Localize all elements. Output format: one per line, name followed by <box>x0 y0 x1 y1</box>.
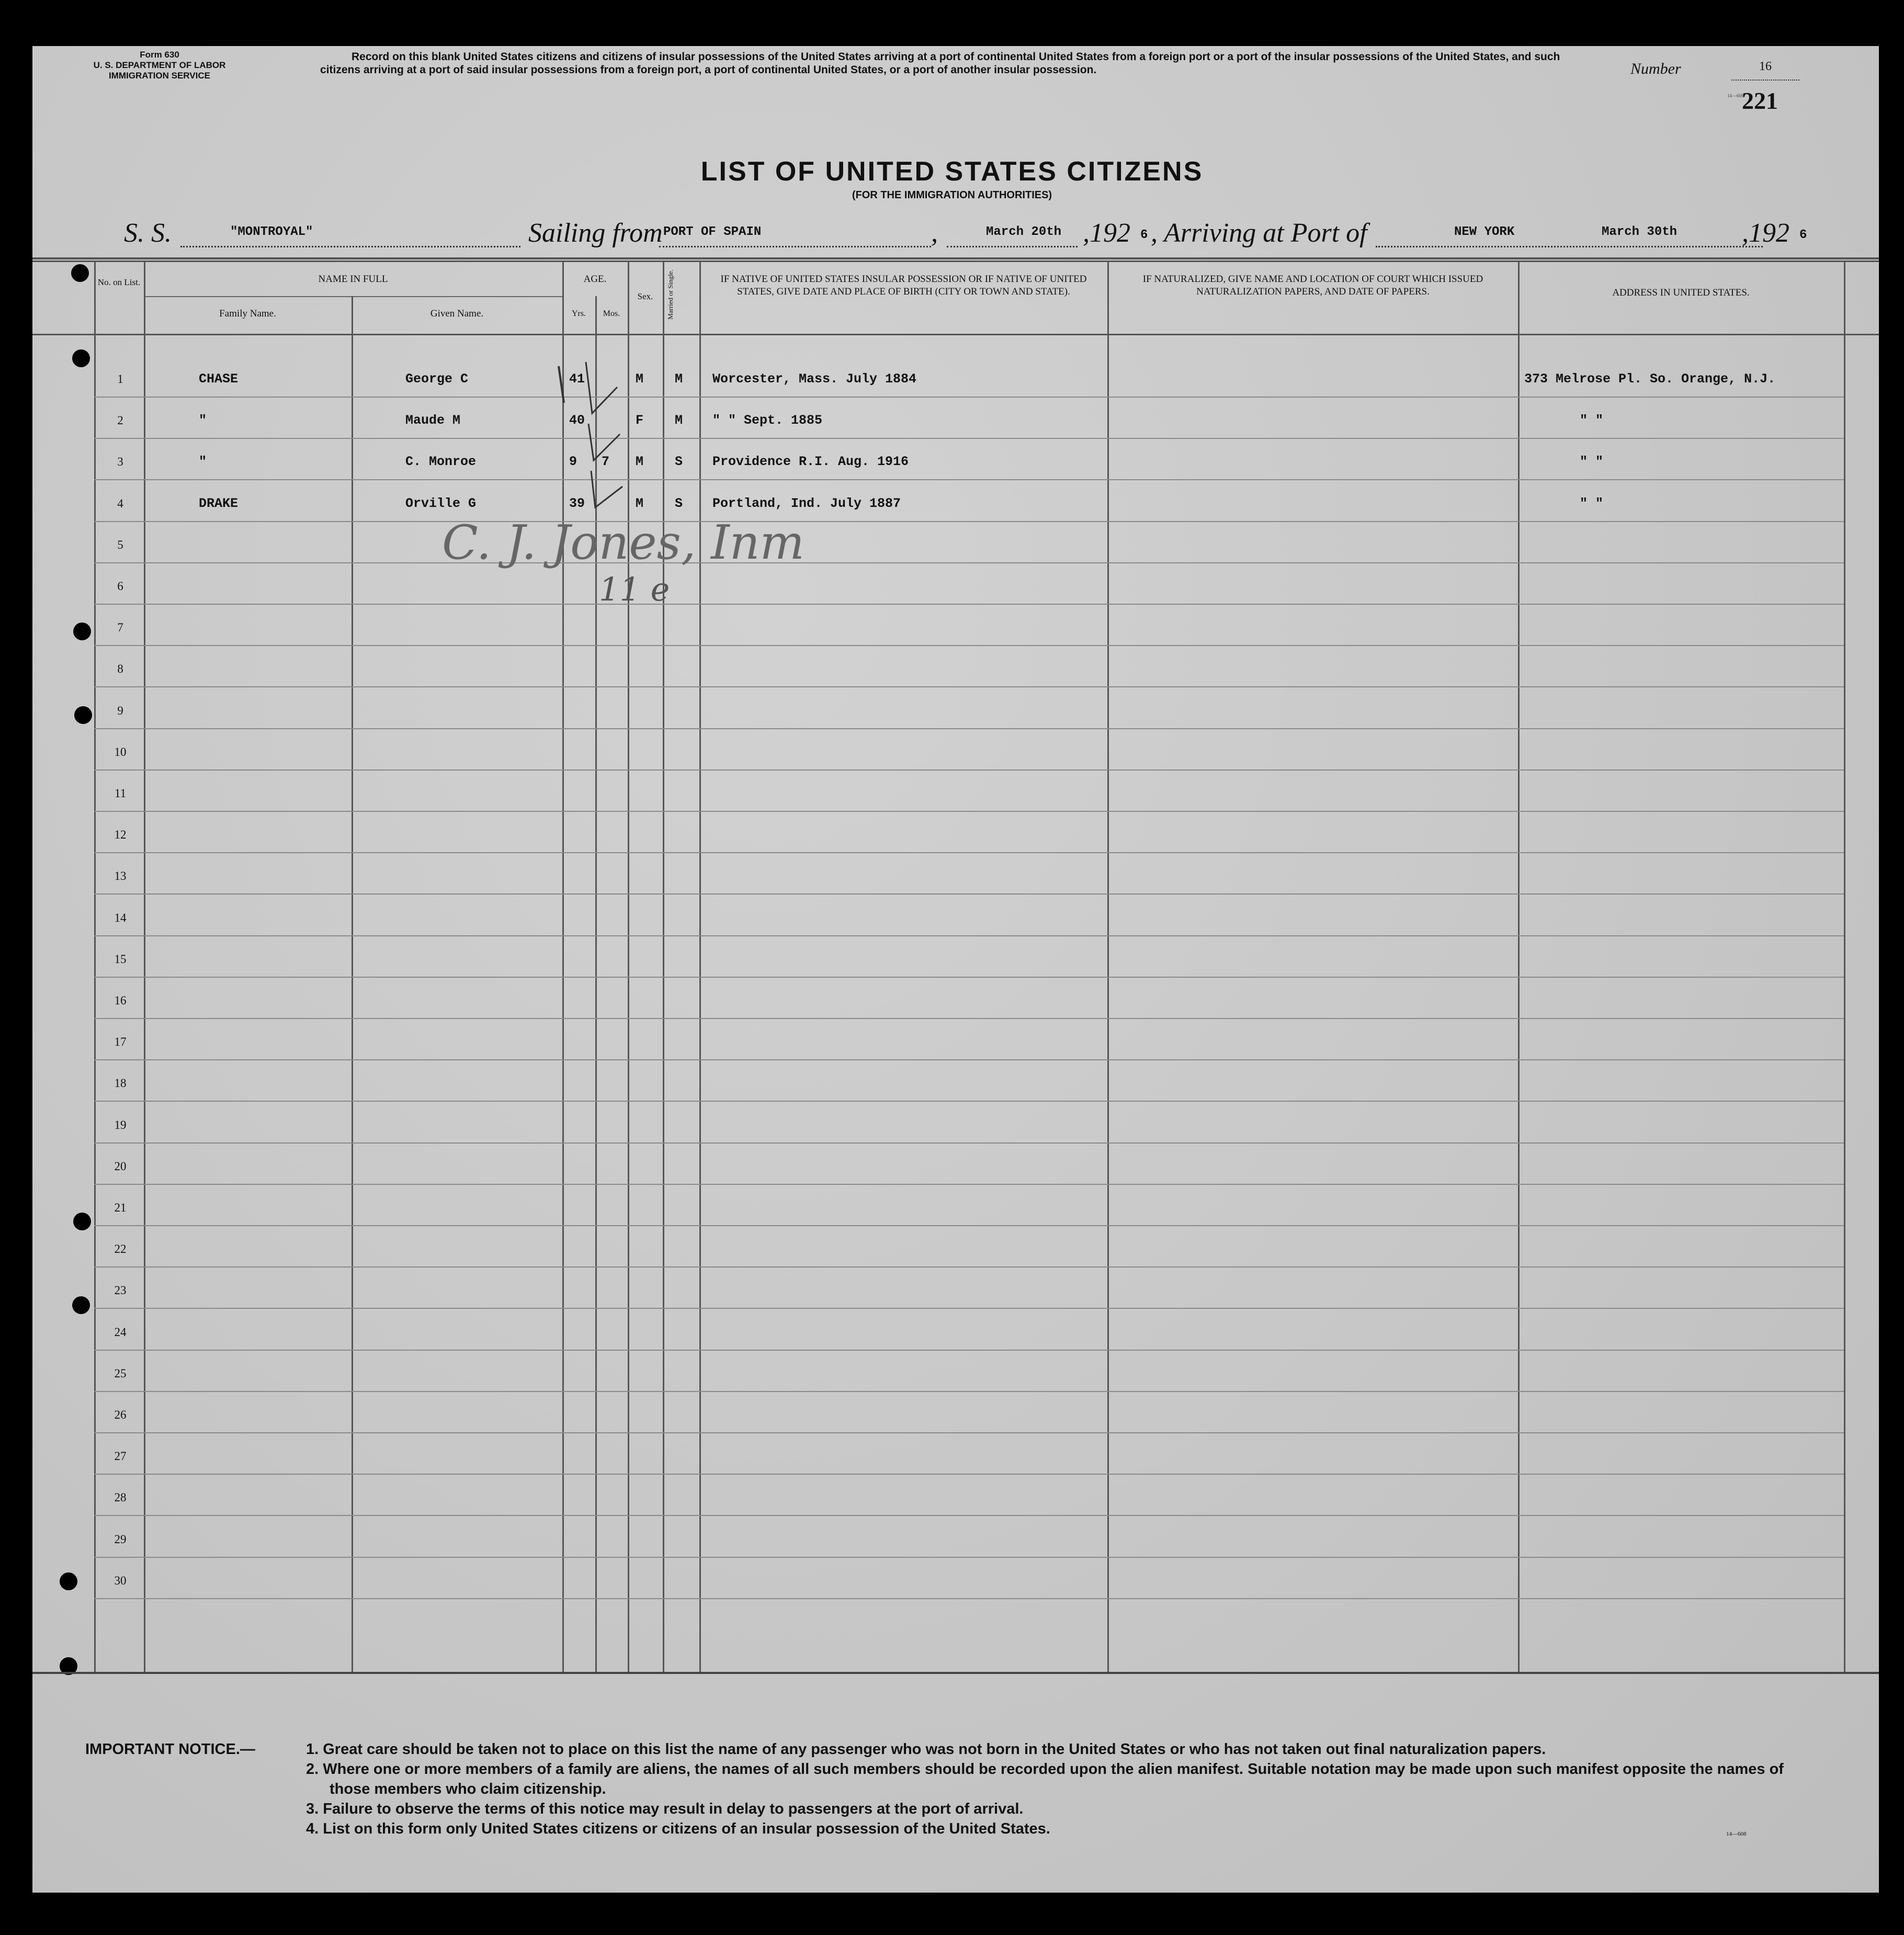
ruled-line <box>94 686 1844 687</box>
row-number: 14 <box>114 911 127 924</box>
ruled-line <box>94 1350 1844 1351</box>
form-identifier <box>73 50 246 81</box>
row-number: 22 <box>114 1242 127 1255</box>
header-no: No. on List. <box>97 277 141 287</box>
ruled-line <box>94 438 1844 439</box>
punch-hole <box>73 1213 91 1230</box>
manifest-page <box>32 46 1879 1893</box>
arriving-label: Arriving at Port of <box>1164 218 1367 248</box>
page-subtitle: (FOR THE IMMIGRATION AUTHORITIES) <box>852 189 1052 201</box>
punch-hole <box>74 706 92 724</box>
ruled-line <box>94 521 1844 522</box>
header-sex: Sex. <box>637 291 653 301</box>
family-name: " <box>199 454 207 469</box>
age-months: 7 <box>602 454 610 469</box>
ruled-line <box>94 645 1844 646</box>
marital-status: M <box>675 371 683 387</box>
given-name: Maude M <box>405 413 461 428</box>
ruled-line <box>94 1598 1844 1599</box>
birth-place-date: " " Sept. 1885 <box>712 413 823 428</box>
address: " " <box>1580 496 1604 511</box>
row-number: 8 <box>117 662 123 675</box>
header-age: AGE. <box>583 274 607 285</box>
sail-year-prefix: 192 <box>1090 218 1130 248</box>
notice-code: 14—608 <box>1726 1831 1747 1837</box>
ruled-line <box>94 893 1844 895</box>
top-code: 14—608 <box>1727 93 1744 98</box>
ruled-line <box>94 1391 1844 1392</box>
number-value: 16 <box>1731 53 1799 81</box>
row-number: 15 <box>114 953 127 966</box>
instructions: Record on this blank United States citizens and citizens of insular possessions of the United States arriving at a port of continental United States from a foreign port or a port of the insular possessions of the United States, and such citizens arriving at a port of said insular possessions from a foreign port, a port of continental United States, or a port of another insular possession. <box>320 51 1560 76</box>
ruled-line <box>94 935 1844 936</box>
row-number: 25 <box>114 1367 127 1380</box>
age-years: 39 <box>569 496 585 511</box>
ruled-line <box>94 1059 1844 1060</box>
sex: M <box>636 454 644 469</box>
sex: M <box>636 371 644 387</box>
given-name: Orville G <box>405 496 477 511</box>
row-number: 24 <box>114 1326 127 1339</box>
birth-place-date: Portland, Ind. July 1887 <box>712 496 901 511</box>
punch-hole <box>72 349 90 367</box>
page-title: LIST OF UNITED STATES CITIZENS <box>700 156 1204 187</box>
ruled-line <box>94 1557 1844 1558</box>
birth-place-date: Worcester, Mass. July 1884 <box>712 371 917 387</box>
ruled-line <box>94 479 1844 480</box>
header-birth: IF NATIVE OF UNITED STATES INSULAR POSSESSION OR IF NATIVE OF UNITED STATES, GIVE DATE AND PLACE OF BIRTH (CITY OR TOWN AND STATE). <box>720 274 1087 297</box>
row-number: 23 <box>114 1284 127 1297</box>
ruled-line <box>94 1142 1844 1144</box>
address: 373 Melrose Pl. So. Orange, N.J. <box>1524 371 1776 387</box>
row-number: 27 <box>114 1450 127 1463</box>
notice-item: 1. Great care should be taken not to place on this list the name of any passenger who was not born in the United States or who has not taken out final naturalization papers. <box>306 1741 1546 1758</box>
age-years: 9 <box>569 454 577 469</box>
header-given: Given Name. <box>430 308 484 319</box>
service: IMMIGRATION SERVICE <box>109 71 210 81</box>
notice-list <box>306 1739 1797 1839</box>
header-yrs: Yrs. <box>571 309 586 318</box>
punch-hole <box>60 1572 77 1590</box>
inspector-signature: C. J. Jones, Inm <box>442 515 804 570</box>
sailing-label: Sailing from <box>528 218 663 248</box>
ruled-line <box>94 1515 1844 1516</box>
ruled-line <box>94 1432 1844 1433</box>
row-number: 18 <box>114 1077 127 1090</box>
row-number: 1 <box>117 372 123 386</box>
department: U. S. DEPARTMENT OF LABOR <box>93 60 226 70</box>
row-number: 28 <box>114 1491 127 1504</box>
row-number: 20 <box>114 1160 127 1173</box>
sex: F <box>636 413 644 428</box>
punch-hole <box>71 264 89 282</box>
arrive-year-digit: 6 <box>1799 228 1807 242</box>
family-name: " <box>199 413 207 428</box>
row-number: 3 <box>117 455 123 468</box>
row-number: 9 <box>117 704 123 717</box>
row-number: 6 <box>117 580 123 593</box>
row-number: 2 <box>117 414 123 427</box>
ruled-line <box>94 562 1844 563</box>
address: " " <box>1580 413 1604 428</box>
sex: M <box>636 496 644 511</box>
punch-hole <box>73 623 91 640</box>
ruled-line <box>94 811 1844 812</box>
signature-note: 11 e <box>599 570 670 608</box>
address: " " <box>1580 454 1604 469</box>
ruled-line <box>94 604 1844 605</box>
row-number: 30 <box>114 1574 127 1587</box>
header-family: Family Name. <box>219 308 276 319</box>
sailing-from: PORT OF SPAIN <box>663 225 762 239</box>
row-number: 7 <box>117 621 123 634</box>
row-number: 12 <box>114 828 127 841</box>
ruled-line <box>94 728 1844 729</box>
page-stamp: 221 <box>1742 87 1778 114</box>
header-married-single: Married or Single. <box>666 269 674 320</box>
birth-place-date: Providence R.I. Aug. 1916 <box>712 454 909 469</box>
row-number: 5 <box>117 538 123 551</box>
check-marks <box>549 356 633 518</box>
notice-item: 4. List on this form only United States citizens or citizens of an insular possession of the United States. <box>306 1820 1050 1837</box>
ruled-line <box>94 770 1844 771</box>
ship-name: "MONTROYAL" <box>230 225 313 239</box>
row-number: 26 <box>114 1408 127 1421</box>
marital-status: S <box>675 454 683 469</box>
row-number: 29 <box>114 1533 127 1546</box>
header-mos: Mos. <box>603 309 620 318</box>
ss-label: S. S. <box>124 218 172 248</box>
ruled-line <box>94 977 1844 978</box>
header-naturalized: IF NATURALIZED, GIVE NAME AND LOCATION OF COURT WHICH ISSUED NATURALIZATION PAPERS, AND DATE OF PAPERS. <box>1142 274 1483 297</box>
ruled-line <box>94 1184 1844 1185</box>
row-number: 13 <box>114 869 127 882</box>
ruled-line <box>94 852 1844 853</box>
marital-status: M <box>675 413 683 428</box>
row-number: 10 <box>114 745 127 759</box>
number-label: Number <box>1630 60 1681 77</box>
notice-label: IMPORTANT NOTICE.— <box>85 1741 255 1758</box>
header-address: ADDRESS IN UNITED STATES. <box>1612 287 1750 298</box>
given-name: C. Monroe <box>405 454 477 469</box>
notice-item: 3. Failure to observe the terms of this notice may result in delay to passengers at the port of arrival. <box>306 1801 1024 1817</box>
header-name: NAME IN FULL <box>318 274 388 285</box>
ruled-line <box>94 1308 1844 1309</box>
ruled-line <box>94 1474 1844 1475</box>
age-years: 40 <box>569 413 585 428</box>
form-number: Form 630 <box>140 50 179 60</box>
arrive-date: March 30th <box>1602 225 1678 239</box>
row-number: 19 <box>114 1118 127 1131</box>
ruled-line <box>94 1018 1844 1019</box>
row-number: 16 <box>114 994 127 1007</box>
ruled-line <box>94 1266 1844 1268</box>
notice-item: 2. Where one or more members of a family are aliens, the names of all such members should be recorded upon the alien manifest. Suitable notation may be made upon such manifest opposite the names of those members who claim citizenship. <box>306 1761 1784 1797</box>
ruled-line <box>94 397 1844 398</box>
marital-status: S <box>675 496 683 511</box>
row-number: 11 <box>114 787 127 800</box>
row-number: 17 <box>114 1035 127 1048</box>
family-name: DRAKE <box>199 496 239 511</box>
family-name: CHASE <box>199 371 239 387</box>
row-number: 21 <box>114 1201 127 1214</box>
arriving-port: NEW YORK <box>1454 225 1515 239</box>
given-name: George C <box>405 371 469 387</box>
ruled-line <box>94 1225 1844 1226</box>
age-years: 41 <box>569 371 585 387</box>
sail-year-digit: 6 <box>1140 228 1148 242</box>
row-number: 4 <box>117 497 123 510</box>
punch-hole <box>72 1296 90 1314</box>
arrive-year-prefix: 192 <box>1749 218 1789 248</box>
ruled-line <box>94 1101 1844 1102</box>
sail-date: March 20th <box>986 225 1062 239</box>
